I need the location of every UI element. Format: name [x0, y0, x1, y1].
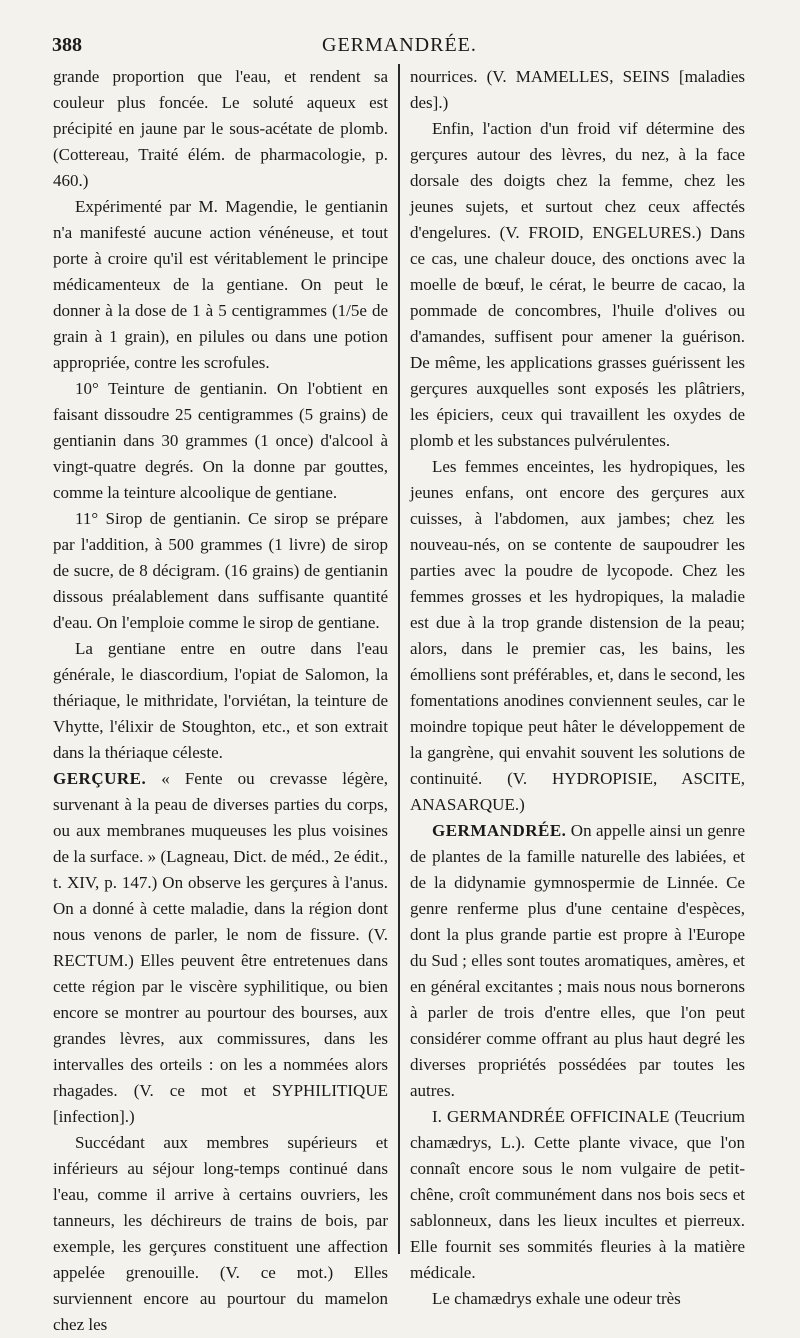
entry-text: On appelle ainsi un genre de plantes de la famille naturelle des labiées, et de la didynamie gymnospermie de Linnée. Ce genre renferme plus d'une centaine d'espèces, dont la plus grande partie est propre à l'Europe du Sud ; elles sont toutes aromatiques, amères, et en général excitantes ; mais nous nous bornerons à parler de trois d'entre elles, que l'on peut considérer comme offrant au plus haut degré les diverses propriétés possédées par toutes les autres.	[410, 821, 746, 1100]
page-number: 388	[52, 34, 82, 56]
paragraph: Enfin, l'action d'un froid vif détermine des gerçures autour des lèvres, du nez, à la face dorsale des doigts chez la femme, chez les jeunes sujets, et surtout chez ceux affectés d'engelures. (V. FROID, ENGELURES.) Dans ce cas, une chaleur douce, des onctions avec la moelle de bœuf, le cérat, le beurre de cacao, la pommade de concombres, l'huile d'olives ou d'amandes, suffisent pour amener la guérison. De même, les applications grasses guérissent les gerçures auxquelles sont exposés les plâtriers, les épiciers, ceux qui travaillent les oxydes de plomb et les substances pulvérulentes.	[410, 119, 745, 450]
running-title: GERMANDRÉE.	[322, 34, 477, 56]
subentry-label: I. GERMANDRÉE OFFICINALE	[432, 1107, 670, 1126]
paragraph: Les femmes enceintes, les hydropiques, les jeunes enfans, ont encore des gerçures aux cuisses, à l'abdomen, aux jambes; chez les nouveau-nés, on se contente de saupoudrer les parties avec la poudre de lycopode. Chez les femmes grosses et les hydropiques, la maladie est due à la trop grande distension de la peau; alors, dans le premier cas, les bains, les émolliens sont préférables, et, dans le second, les fomentations anodines conviennent seules, car le moindre topique peut hâter le développement de la gangrène, qui envahit souvent les solutions de continuité. (V. HYDROPISIE, ASCITE, ANASARQUE.)	[410, 457, 745, 814]
running-head	[52, 34, 748, 64]
paragraph: 10° Teinture de gentianin. On l'obtient en faisant dissoudre 25 centigrammes (5 grains) de gentianin dans 30 grammes (1 once) d'alcool à vingt-quatre degrés. On la donne par gouttes, comme la teinture alcoolique de gentiane.	[53, 379, 388, 502]
paragraph: grande proportion que l'eau, et rendent sa couleur plus foncée. Le soluté aqueux est précipité en jaune par le sous-acétate de plomb. (Cottereau, Traité élém. de pharmacologie, p. 460.)	[53, 67, 388, 190]
headword: GERÇURE.	[53, 769, 147, 788]
paragraph: nourrices. (V. MAMELLES, SEINS [maladies des].)	[410, 67, 745, 112]
entry-germandree	[410, 818, 745, 1104]
paragraph: Le chamædrys exhale une odeur très	[432, 1289, 681, 1308]
paragraph: Succédant aux membres supérieurs et inférieurs au séjour long-temps continué dans l'eau, comme il arrive à certains ouvriers, les tanneurs, les déchireurs de trains de bois, par exemple, les gerçures constituent une affection appelée grenouille. (V. ce mot.) Elles surviennent encore au pourtour du mamelon chez les	[53, 1133, 388, 1334]
paragraph: Expérimenté par M. Magendie, le gentianin n'a manifesté aucune action vénéneuse, et tout porte à croire qu'il est véritablement le principe médicamenteux de la gentiane. On peut le donner à la dose de 1 à 5 centigrammes (1/5e de grain à 1 grain), en pilules ou dans une potion appropriée, contre les scrofules.	[53, 197, 388, 372]
column-divider	[398, 64, 400, 1254]
paragraph: La gentiane entre en outre dans l'eau générale, le diascordium, l'opiat de Salomon, la thériaque, le mithridate, l'orviétan, la teinture de Vhytte, l'élixir de Stoughton, etc., et son extrait dans la thériaque céleste.	[53, 639, 388, 762]
paragraph: 11° Sirop de gentianin. Ce sirop se prépare par l'addition, à 500 grammes (1 livre) de sirop de sucre, de 8 décigram. (16 grains) de gentianin dissous préalablement dans suffisante quantité d'eau. On l'emploie comme le sirop de gentiane.	[53, 509, 388, 632]
right-column	[410, 64, 746, 1308]
headword: GERMANDRÉE.	[432, 821, 567, 840]
entry-officinale	[410, 1104, 745, 1286]
entry-text: (Teucrium chamædrys, L.). Cette plante vivace, que l'on connaît encore sous le nom vulgaire de petit-chêne, croît communément dans nos bois secs et sablonneux, dans les lieux incultes et pierreux. Elle fournit ses sommités fleuries à la matière médicale.	[410, 1107, 746, 1282]
left-column	[53, 64, 388, 1334]
entry-text: « Fente ou crevasse légère, survenant à la peau de diverses parties du corps, ou aux membranes muqueuses les plus voisines de la surface. » (Lagneau, Dict. de méd., 2e édit., t. XIV, p. 147.) On observe les gerçures à l'anus. On a donné à cette maladie, dans la région dont nous venons de parler, le nom de fissure. (V. RECTUM.) Elles peuvent être entretenues dans cette région par le viscère syphilitique, ou bien encore se montrer au pourtour des bourses, aux grandes lèvres, aux commissures, dans les intervalles des orteils : on les a nommées alors rhagades. (V. ce mot et SYPHILITIQUE [infection].)	[53, 769, 388, 1126]
entry-gercure	[53, 766, 388, 1130]
